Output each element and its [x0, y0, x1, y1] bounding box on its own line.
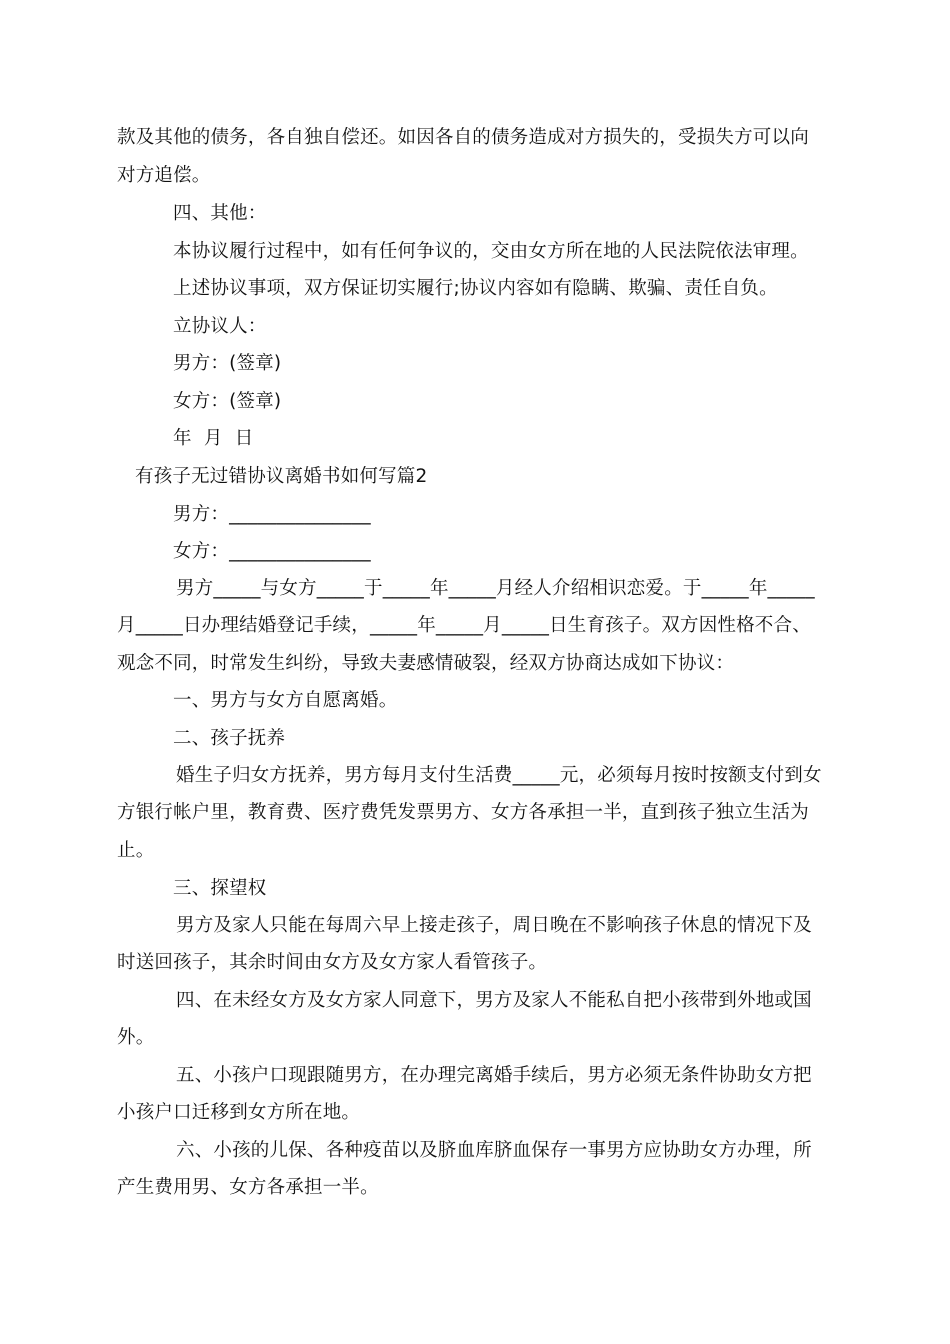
section-heading: 四、其他：: [173, 203, 267, 224]
paragraph-line: 时送回孩子，其余时间由女方及女方家人看管孩子。: [117, 952, 548, 973]
paragraph-line: 婚生子归女方抚养，男方每月支付生活费_____元，必须每月按时按额支付到女: [176, 765, 822, 786]
document-title: 有孩子无过错协议离婚书如何写篇2: [135, 466, 428, 487]
clause-line: 五、小孩户口现跟随男方，在办理完离婚手续后，男方必须无条件协助女方把: [176, 1065, 812, 1086]
clause-line: 六、小孩的儿保、各种疫苗以及脐血库脐血保存一事男方应协助女方办理，所: [176, 1140, 812, 1161]
paragraph-line: 小孩户口迁移到女方所在地。: [117, 1102, 361, 1123]
paragraph-line: 对方追偿。: [117, 165, 211, 186]
clause-line: 四、在未经女方及女方家人同意下，男方及家人不能私自把小孩带到外地或国: [176, 990, 812, 1011]
paragraph-line: 产生费用男、女方各承担一半。: [117, 1177, 379, 1198]
paragraph-line: 月_____日办理结婚登记手续，_____年_____月_____日生育孩子。双方因性格不合、: [117, 615, 811, 636]
paragraph-line: 本协议履行过程中，如有任何争议的，交由女方所在地的人民法院依法审理。: [173, 241, 809, 262]
paragraph-line: 止。: [117, 840, 155, 861]
paragraph-line: 方银行帐户里，教育费、医疗费凭发票男方、女方各承担一半，直到孩子独立生活为: [117, 802, 809, 823]
signature-line-male: 男方：(签章): [173, 353, 282, 374]
section-heading: 二、孩子抚养: [173, 728, 286, 749]
clause-line: 一、男方与女方自愿离婚。: [173, 690, 398, 711]
signature-line-female: 女方：(签章): [173, 391, 282, 412]
paragraph-line: 款及其他的债务，各自独自偿还。如因各自的债务造成对方损失的，受损失方可以向: [117, 127, 809, 148]
female-party-line: 女方：_______________: [173, 541, 371, 562]
signatory-label: 立协议人：: [173, 316, 267, 337]
male-party-line: 男方：_______________: [173, 504, 371, 525]
paragraph-line: 外。: [117, 1027, 155, 1048]
paragraph-line: 男方_____与女方_____于_____年_____月经人介绍相识恋爱。于_____年_____: [176, 578, 815, 599]
paragraph-line: 上述协议事项，双方保证切实履行;协议内容如有隐瞒、欺骗、责任自负。: [173, 278, 778, 299]
paragraph-line: 观念不同，时常发生纠纷，导致夫妻感情破裂，经双方协商达成如下协议：: [117, 653, 735, 674]
paragraph-line: 男方及家人只能在每周六早上接走孩子，周日晚在不影响孩子休息的情况下及: [176, 915, 812, 936]
section-heading: 三、探望权: [173, 878, 267, 899]
date-line: 年 月 日: [173, 428, 254, 449]
